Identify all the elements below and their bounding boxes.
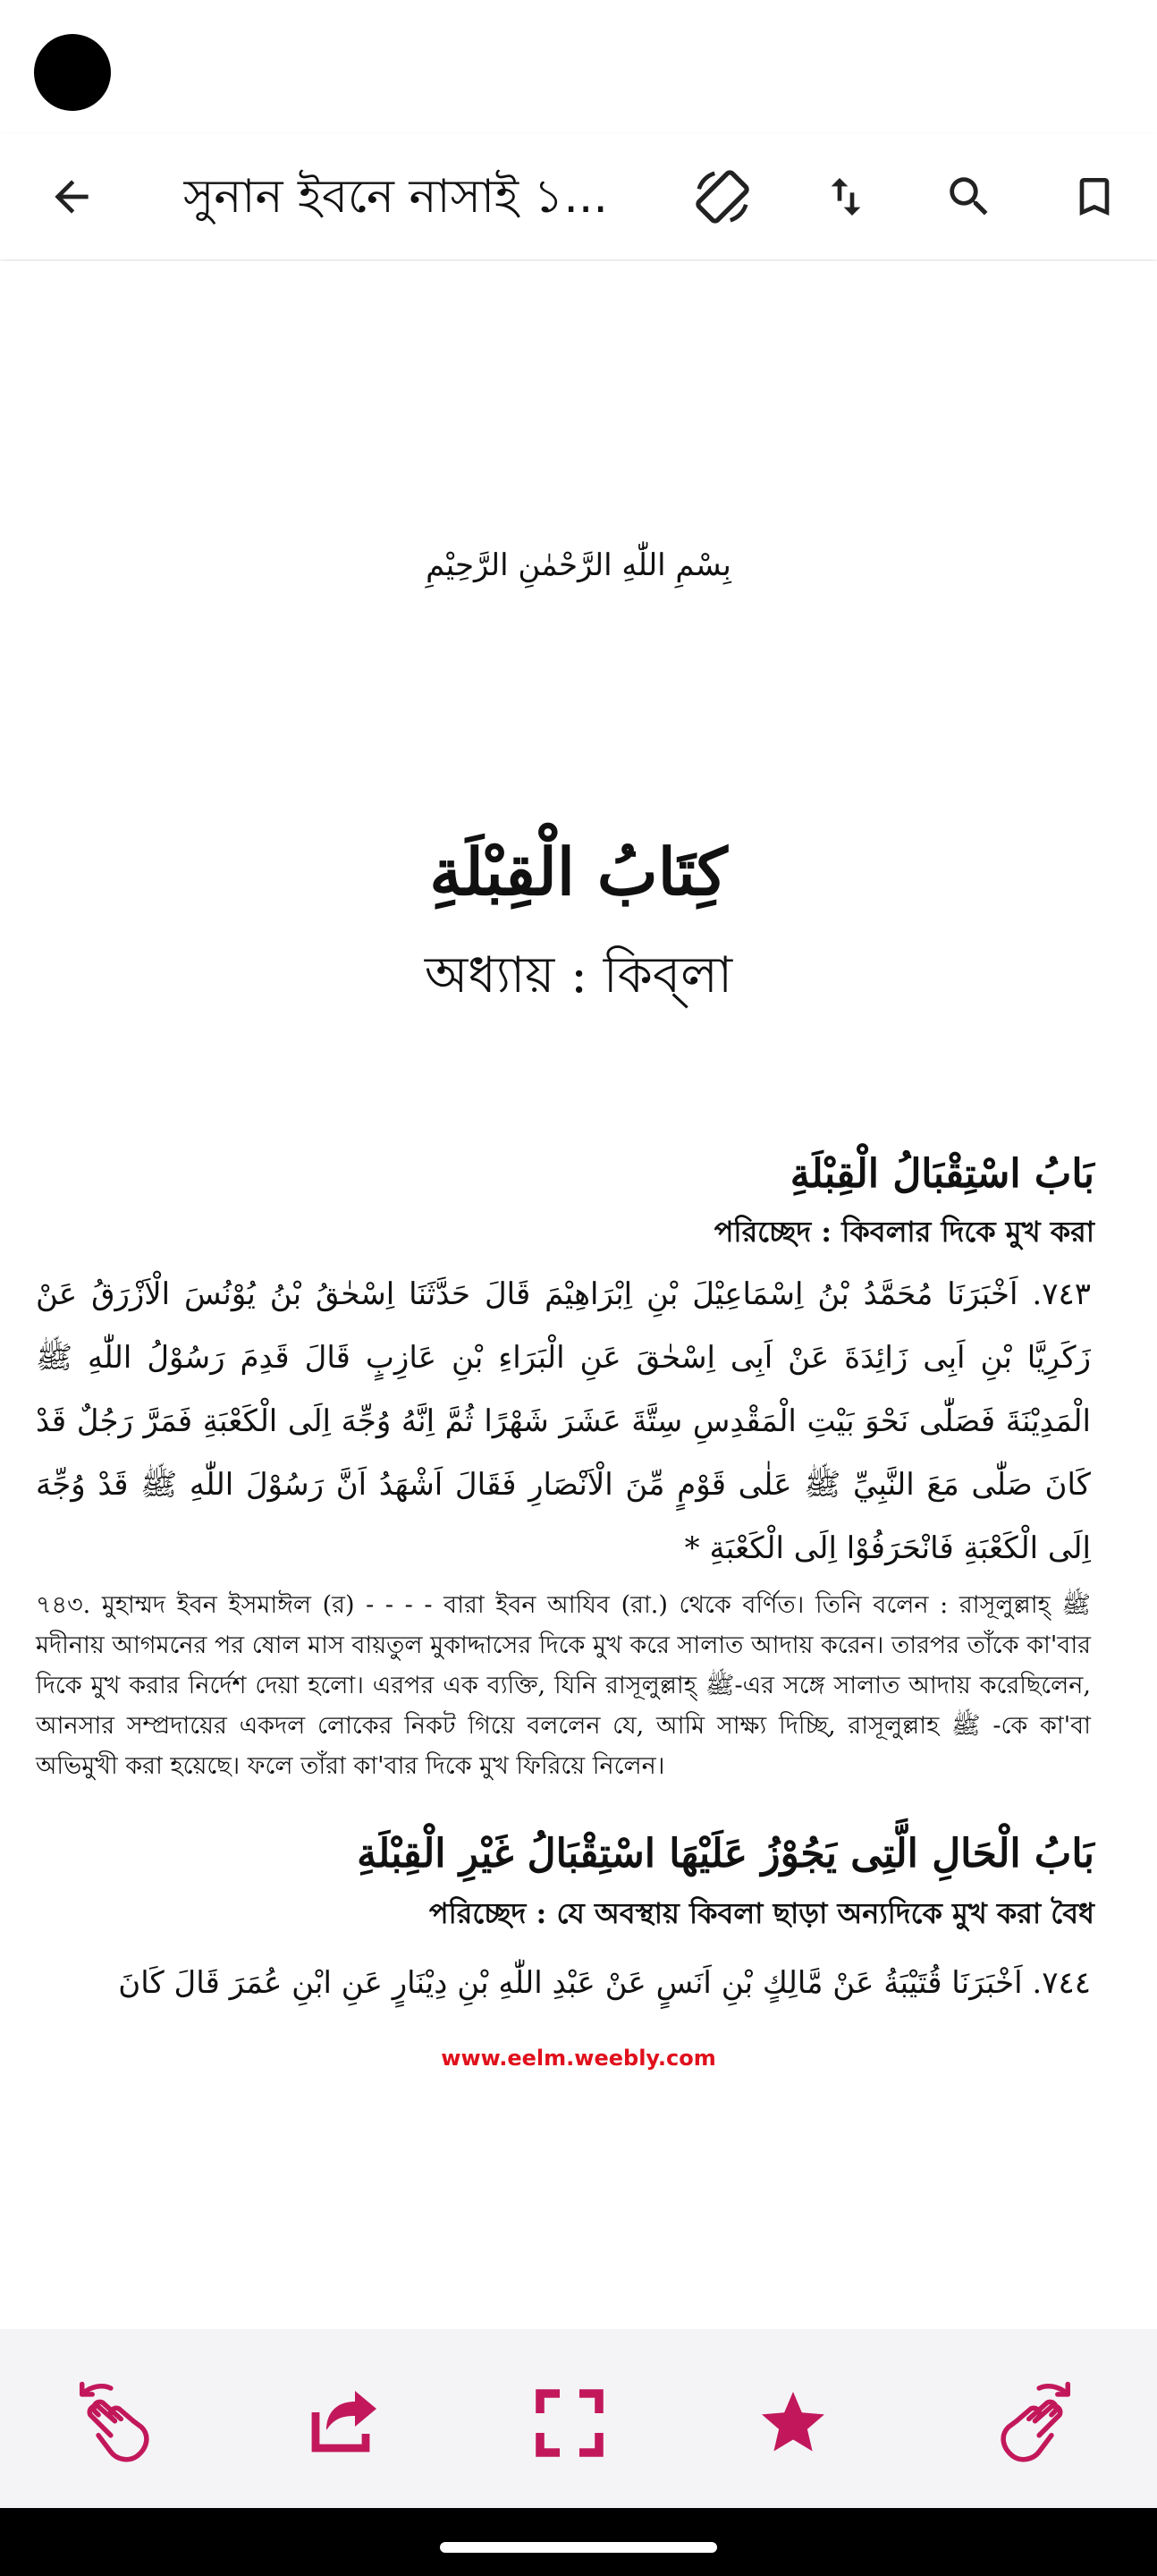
fullscreen-icon xyxy=(530,2384,609,2462)
app-bar xyxy=(0,134,1157,259)
hadith-743-arabic: ٧٤٣. اَخْبَرَنَا مُحَمَّدُ بْنُ اِسْمَاعِيْلَ بْنِ اِبْرَاهِيْمَ قَالَ حَدَّثَنَا اِسْحٰقُ بْنُ يُوْنُسَ الْاَزْرَقُ عَنْ زَكَرِيَّا بْنِ اَبِى زَائِدَةَ عَنْ اَبِى اِسْحٰقَ عَنِ الْبَرَاءِ بْنِ عَازِبٍ قَالَ قَدِمَ رَسُوْلُ اللّٰهِ ﷺ الْمَدِيْنَةَ فَصَلّٰى نَحْوَ بَيْتِ الْمَقْدِسِ سِتَّةَ عَشَرَ شَهْرًا ثُمَّ اِنَّهُ وُجِّهَ اِلَى الْكَعْبَةِ فَمَرَّ رَجُلٌ قَدْ كَانَ صَلّٰى مَعَ النَّبِيِّ ﷺ عَلٰى قَوْمٍ مِّنَ الْاَنْصَارِ فَقَالَ اَشْهَدُ اَنَّ رَسُوْلَ اللّٰهِ ﷺ قَدْ وُجِّهَ اِلَى الْكَعْبَةِ فَانْحَرَفُوْا اِلَى الْكَعْبَةِ * xyxy=(36,1276,1091,1566)
bookmark-button[interactable] xyxy=(1059,161,1130,233)
chapter2-title-bengali: পরিচ্ছেদ : যে অবস্থায় কিবলা ছাড়া অন্যদিকে মুখ করা বৈধ xyxy=(428,1896,1094,1930)
home-gesture-pill[interactable] xyxy=(440,2542,717,2553)
swipe-forward-icon xyxy=(982,2374,1080,2472)
book-title-arabic: كِتَابُ الْقِبْلَةِ xyxy=(429,834,728,910)
fullscreen-button[interactable] xyxy=(520,2374,619,2472)
book-title-bengali: অধ্যায় : কিব্‌লা xyxy=(424,946,733,1004)
share-icon xyxy=(301,2380,387,2466)
page-title: সুনান ইবনে নাসাই ১... xyxy=(183,170,608,224)
favorite-button[interactable] xyxy=(744,2374,842,2472)
bookmark-icon xyxy=(1069,172,1119,222)
back-arrow-icon xyxy=(46,172,97,222)
search-icon xyxy=(943,171,995,223)
hadith-744-arabic: ٧٤٤. اَخْبَرَنَا قُتَيْبَةُ عَنْ مَّالِكٍ بْنِ اَنَسٍ عَنْ عَبْدِ اللّٰهِ بْنِ دِيْنَارٍ عَنِ ابْنِ عُمَرَ قَالَ كَانَ xyxy=(118,1965,1091,2001)
hadith-743-bengali: ৭৪৩. মুহাম্মদ ইবন ইসমাঈল (র) - - - - বারা ইবন আযিব (রা.) থেকে বর্ণিত। তিনি বলেন : রাসূলুল্লাহ্ ﷺ মদীনায় আগমনের পর ষোল মাস বায়তুল মুকাদ্দাসের দিকে মুখ করে সালাত আদায় করেন। তারপর তাঁকে কা'বার দিকে মুখ করার নির্দেশ দেয়া হলো। এরপর এক ব্যক্তি, যিনি রাসূলুল্লাহ্ ﷺ-এর সঙ্গে সালাত আদায় করেছিলেন, আনসার সম্প্রদায়ের একদল লোকের নিকট গিয়ে বললেন যে, আমি সাক্ষ্য দিচ্ছি, রাসূলুল্লাহ ﷺ -কে কা'বা অভিমুখী করা হয়েছে। ফলে তাঁরা কা'বার দিকে মুখ ফিরিয়ে নিলেন। xyxy=(36,1591,1091,1780)
chapter1-title-arabic: بَابُ اسْتِقْبَالُ الْقِبْلَةِ xyxy=(790,1151,1094,1197)
chapter2-title-arabic: بَابُ الْحَالِ الَّتِى يَجُوْزُ عَلَيْهَا اسْتِقْبَالُ غَيْرِ الْقِبْلَةِ xyxy=(357,1831,1094,1877)
share-button[interactable] xyxy=(295,2374,393,2472)
chapter1-title-bengali: পরিচ্ছেদ : কিবলার দিকে মুখ করা xyxy=(714,1215,1094,1249)
search-button[interactable] xyxy=(933,161,1005,233)
rotate-button[interactable] xyxy=(687,161,758,233)
next-page-button[interactable] xyxy=(982,2374,1080,2472)
bottom-toolbar xyxy=(0,2329,1157,2508)
system-nav-bar xyxy=(0,2508,1157,2576)
document-page xyxy=(0,261,1157,2327)
swipe-back-icon xyxy=(70,2374,168,2472)
sort-arrows-icon xyxy=(821,172,871,222)
back-button[interactable] xyxy=(36,161,107,233)
star-icon xyxy=(756,2385,831,2461)
status-camera-dot xyxy=(34,34,111,111)
previous-page-button[interactable] xyxy=(70,2374,168,2472)
rotate-screen-icon xyxy=(691,165,754,228)
bismillah: بِسْمِ اللّٰهِ الرَّحْمٰنِ الرَّحِيْمِ xyxy=(426,547,731,583)
sort-button[interactable] xyxy=(810,161,882,233)
website-link[interactable]: www.eelm.weebly.com xyxy=(441,2046,716,2071)
